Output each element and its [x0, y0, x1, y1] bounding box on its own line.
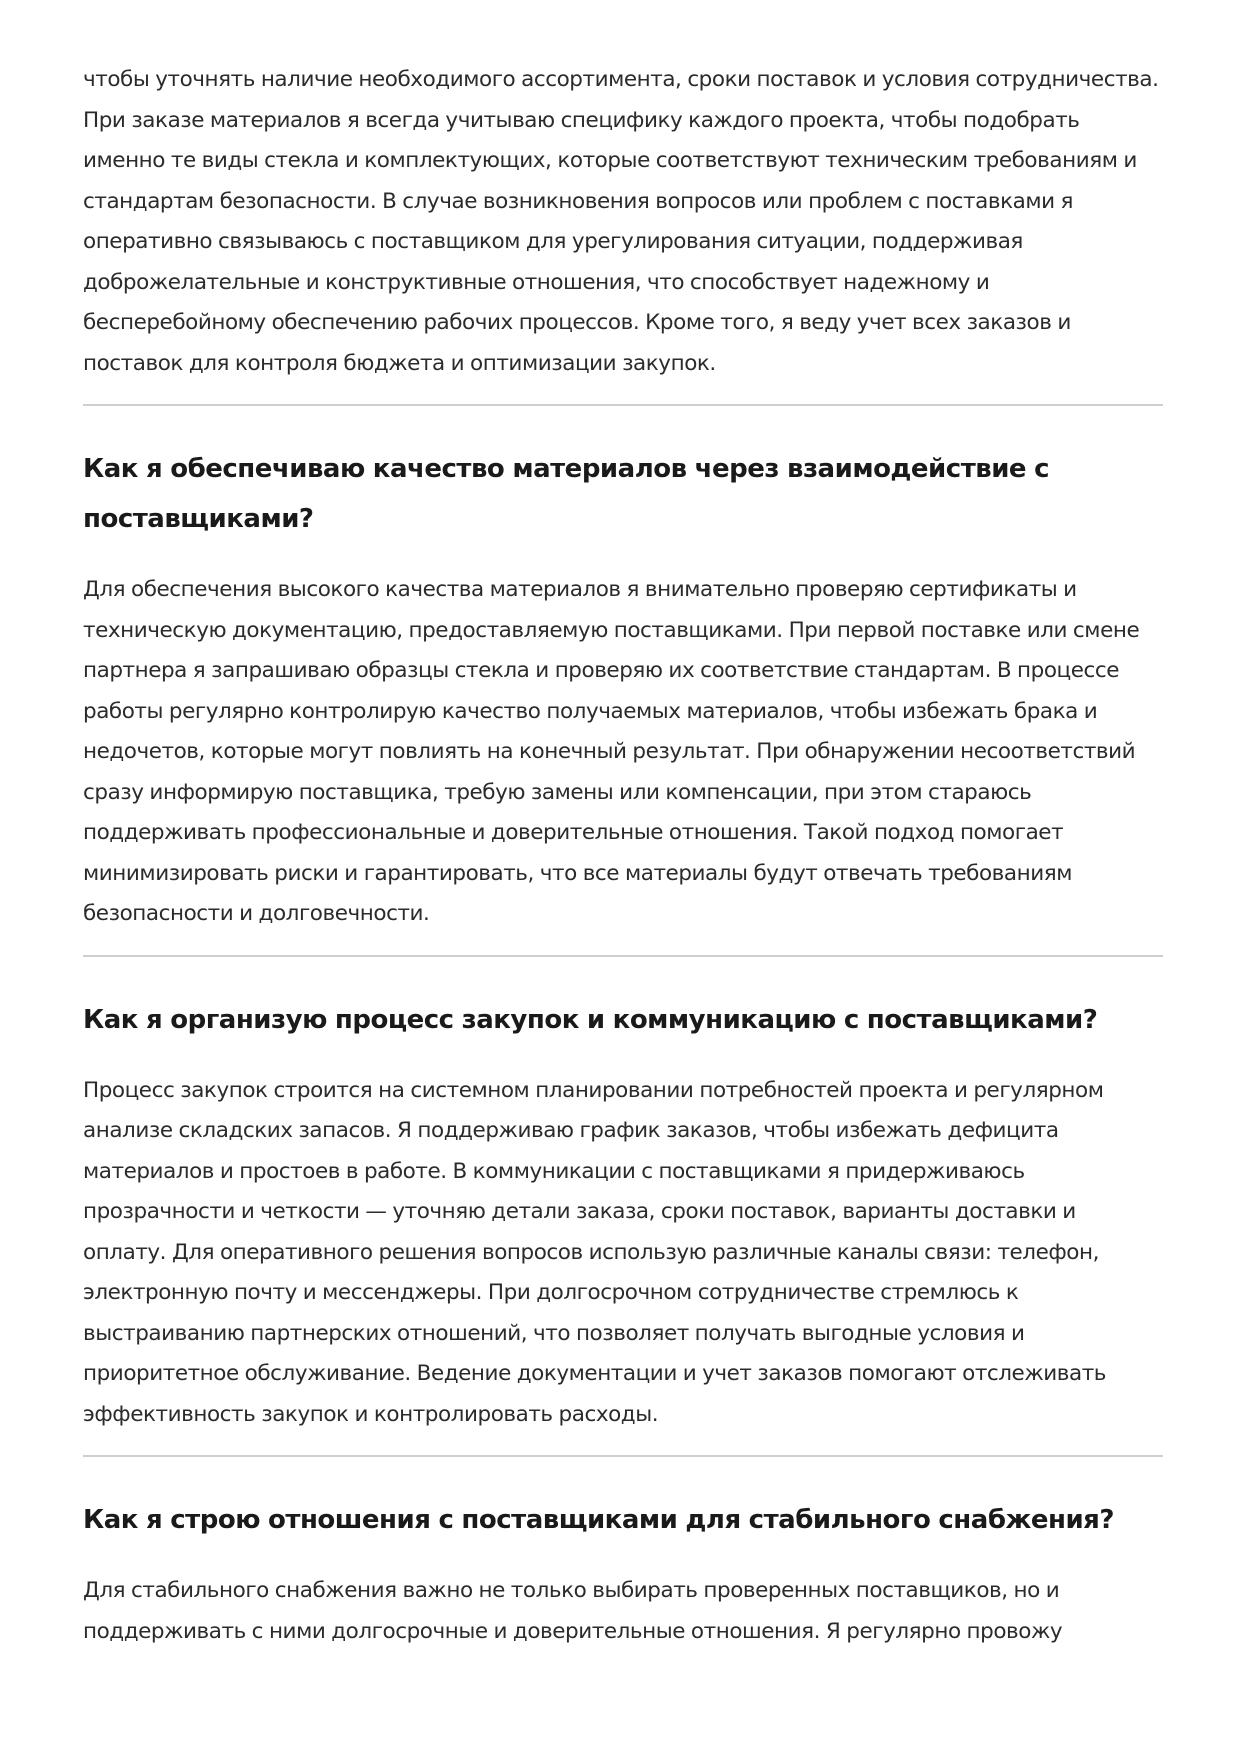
intro-paragraph: чтобы уточнять наличие необходимого ассортимента, сроки поставок и условия сотрудничества. При заказе материалов я всегда учитываю специфику каждого проекта, чтобы подобрать именно те виды стекла и комплектующих, которые соответствуют техническим требованиям и стандартам безопасности. В случае возникновения вопросов или проблем с поставками я оперативно связываюсь с поставщиком для урегулирования ситуации, поддерживая доброжелательные и конструктивные отношения, что способствует надежному и бесперебойному обеспечению рабочих процессов. Кроме того, я веду учет всех заказов и поставок для контроля бюджета и оптимизации закупок. [83, 67, 1159, 376]
section-procurement [83, 995, 1163, 1458]
section-relations [83, 1495, 1163, 1652]
section-divider [83, 404, 1163, 406]
section-divider [83, 955, 1163, 957]
section-heading: Как я организую процесс закупок и коммуникацию с поставщиками? [83, 1004, 1098, 1035]
section-paragraph: Для обеспечения высокого качества материалов я внимательно проверяю сертификаты и техническую документацию, предоставляемую поставщиками. При первой поставке или смене партнера я запрашиваю образцы стекла и проверяю их соответствие стандартам. В процессе работы регулярно контролирую качество получаемых материалов, чтобы избежать брака и недочетов, которые могут повлиять на конечный результат. При обнаружении несоответствий сразу информирую поставщика, требую замены или компенсации, при этом стараюсь поддерживать профессиональные и доверительные отношения. Такой подход помогает минимизировать риски и гарантировать, что все материалы будут отвечать требованиям безопасности и долговечности. [83, 577, 1140, 926]
section-paragraph: Процесс закупок строится на системном планировании потребностей проекта и регулярном анализе складских запасов. Я поддерживаю график заказов, чтобы избежать дефицита материалов и простоев в работе. В коммуникации с поставщиками я придерживаюсь прозрачности и четкости — уточняю детали заказа, сроки поставок, варианты доставки и оплату. Для оперативного решения вопросов использую различные каналы связи: телефон, электронную почту и мессенджеры. При долгосрочном сотрудничестве стремлюсь к выстраиванию партнерских отношений, что позволяет получать выгодные условия и приоритетное обслуживание. Ведение документации и учет заказов помогают отслеживать эффективность закупок и контролировать расходы. [83, 1077, 1107, 1427]
section-heading: Как я строю отношения с поставщиками для стабильного снабжения? [83, 1505, 1114, 1535]
section-paragraph: Для стабильного снабжения важно не только выбирать проверенных поставщиков, но и поддерживать с ними долгосрочные и доверительные отношения. Я регулярно провожу [83, 1578, 1063, 1644]
document-page [83, 60, 1163, 1652]
section-quality [83, 444, 1163, 957]
section-heading: Как я обеспечиваю качество материалов через взаимодействие с поставщиками? [83, 454, 1050, 534]
section-divider [83, 1455, 1163, 1457]
